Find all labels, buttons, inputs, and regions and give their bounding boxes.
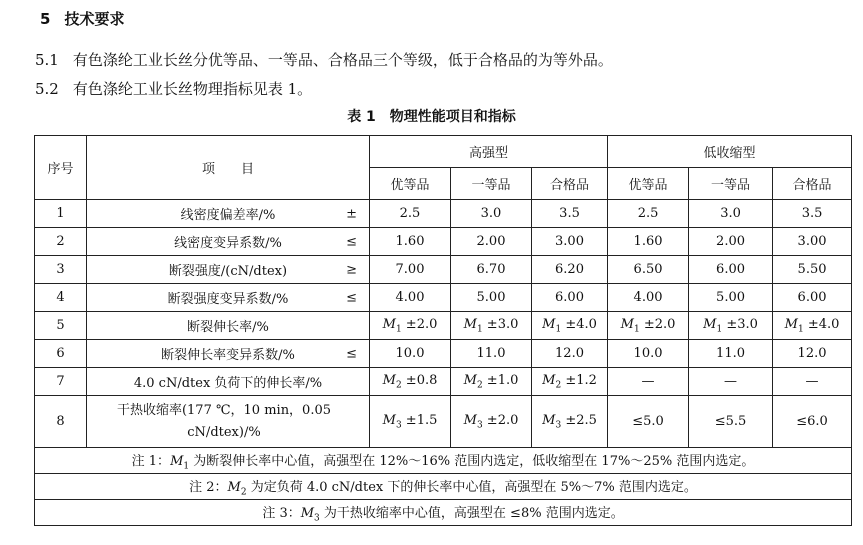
table-row (35, 312, 852, 340)
header-grade: 合格品 (532, 168, 608, 200)
paragraph-5-1 (35, 49, 613, 70)
cell-seq: 8 (35, 396, 87, 448)
cell-value: 3.00 (773, 228, 852, 256)
item-label: 线密度偏差率/% (180, 208, 276, 223)
cell-value: $M_3 \pm 1.5$ (370, 396, 451, 448)
cell-value: 7.00 (370, 256, 451, 284)
item-qualifier-symbol: ≤ (346, 234, 357, 249)
paragraph-number: 5.1 (35, 51, 59, 69)
item-label: 断裂强度/(cN/dtex) (168, 264, 288, 279)
cell-value: 6.20 (532, 256, 608, 284)
cell-value: 6.00 (532, 284, 608, 312)
cell-value: 10.0 (370, 340, 451, 368)
cell-value: 11.0 (689, 340, 773, 368)
header-seq: 序号 (35, 136, 87, 200)
cell-value: $M_1 \pm 2.0$ (370, 312, 451, 340)
cell-value: 3.0 (451, 200, 532, 228)
cell-value: 3.5 (773, 200, 852, 228)
cell-seq: 3 (35, 256, 87, 284)
item-label: 线密度变异系数/% (174, 236, 282, 251)
cell-value: $M_2 \pm 0.8$ (370, 368, 451, 396)
header-grade: 优等品 (370, 168, 451, 200)
cell-value: 1.60 (608, 228, 689, 256)
cell-value: ≤5.5 (689, 396, 773, 448)
header-grade: 一等品 (451, 168, 532, 200)
cell-seq: 5 (35, 312, 87, 340)
table-body (35, 200, 852, 526)
cell-value: 2.00 (689, 228, 773, 256)
cell-value: 6.70 (451, 256, 532, 284)
cell-value: $M_3 \pm 2.5$ (532, 396, 608, 448)
table-row (35, 368, 852, 396)
cell-value: 12.0 (532, 340, 608, 368)
table-row (35, 256, 852, 284)
table-caption: 表 1 物理性能项目和指标 (347, 109, 516, 125)
item-label: 断裂伸长率/% (187, 320, 269, 335)
table-row (35, 396, 852, 448)
cell-value: 5.00 (689, 284, 773, 312)
section-heading (40, 8, 124, 29)
cell-value: 10.0 (608, 340, 689, 368)
cell-value: $M_2 \pm 1.0$ (451, 368, 532, 396)
cell-value: 2.5 (370, 200, 451, 228)
item-qualifier-symbol: ≤ (346, 290, 357, 305)
item-label: 断裂强度变异系数/% (167, 292, 289, 307)
cell-value: 6.00 (773, 284, 852, 312)
item-label: 4.0 cN/dtex 负荷下的伸长率/% (133, 376, 323, 391)
cell-value: 2.00 (451, 228, 532, 256)
item-label: 断裂伸长率变异系数/% (161, 348, 295, 363)
table-note: 注 3：$M_3$ 为干热收缩率中心值，高强型在 ≤8% 范围内选定。 (35, 500, 852, 526)
cell-value: 12.0 (773, 340, 852, 368)
paragraph-5-2 (35, 78, 312, 99)
cell-value: 3.5 (532, 200, 608, 228)
cell-value: ≤5.0 (608, 396, 689, 448)
header-grade: 一等品 (689, 168, 773, 200)
cell-value: $M_3 \pm 2.0$ (451, 396, 532, 448)
cell-value: 4.00 (370, 284, 451, 312)
table-row (35, 228, 852, 256)
cell-value: 3.00 (532, 228, 608, 256)
item-qualifier-symbol: ≥ (346, 262, 357, 277)
cell-value: 6.00 (689, 256, 773, 284)
cell-item (87, 200, 370, 228)
cell-value: 11.0 (451, 340, 532, 368)
table-row (35, 200, 852, 228)
header-grade: 合格品 (773, 168, 852, 200)
cell-value: 4.00 (608, 284, 689, 312)
cell-item (87, 340, 370, 368)
cell-value: — (773, 368, 852, 396)
paragraph-number: 5.2 (35, 80, 59, 98)
cell-seq: 2 (35, 228, 87, 256)
header-group-low-shrinkage: 低收缩型 (608, 136, 852, 168)
table-note: 注 1：$M_1$ 为断裂伸长率中心值，高强型在 12%～16% 范围内选定，低收缩型在 17%～25% 范围内选定。 (35, 448, 852, 474)
cell-value: 5.50 (773, 256, 852, 284)
item-qualifier-symbol: ≤ (346, 346, 357, 361)
cell-value: $M_2 \pm 1.2$ (532, 368, 608, 396)
cell-seq: 7 (35, 368, 87, 396)
header-item: 项 目 (87, 136, 370, 200)
cell-value: $M_1 \pm 4.0$ (773, 312, 852, 340)
cell-value: 1.60 (370, 228, 451, 256)
cell-value: 5.00 (451, 284, 532, 312)
paragraph-text: 有色涤纶工业长丝物理指标见表 1。 (72, 80, 313, 98)
cell-item (87, 396, 370, 448)
cell-item (87, 228, 370, 256)
cell-item (87, 368, 370, 396)
cell-value: — (608, 368, 689, 396)
cell-value: $M_1 \pm 3.0$ (689, 312, 773, 340)
cell-value: 2.5 (608, 200, 689, 228)
cell-item (87, 312, 370, 340)
cell-seq: 1 (35, 200, 87, 228)
cell-value: 6.50 (608, 256, 689, 284)
header-grade: 优等品 (608, 168, 689, 200)
cell-seq: 4 (35, 284, 87, 312)
cell-seq: 6 (35, 340, 87, 368)
cell-item (87, 284, 370, 312)
table-row (35, 340, 852, 368)
physical-properties-table (34, 135, 852, 526)
cell-value: $M_1 \pm 4.0$ (532, 312, 608, 340)
paragraph-text: 有色涤纶工业长丝分优等品、一等品、合格品三个等级，低于合格品的为等外品。 (72, 51, 613, 69)
table-note: 注 2：$M_2$ 为定负荷 4.0 cN/dtex 下的伸长率中心值，高强型在 5%～7% 范围内选定。 (35, 474, 852, 500)
section-title: 技术要求 (64, 10, 125, 28)
item-label: 干热收缩率(177 ℃，10 min，0.05 cN/dtex)/% (116, 402, 332, 440)
cell-value: 3.0 (689, 200, 773, 228)
cell-value: — (689, 368, 773, 396)
cell-value: $M_1 \pm 2.0$ (608, 312, 689, 340)
cell-item (87, 256, 370, 284)
cell-value: ≤6.0 (773, 396, 852, 448)
cell-value: $M_1 \pm 3.0$ (451, 312, 532, 340)
section-number: 5 (40, 10, 51, 28)
item-qualifier-symbol: ± (346, 206, 357, 221)
table-row (35, 284, 852, 312)
header-group-high-strength: 高强型 (370, 136, 608, 168)
